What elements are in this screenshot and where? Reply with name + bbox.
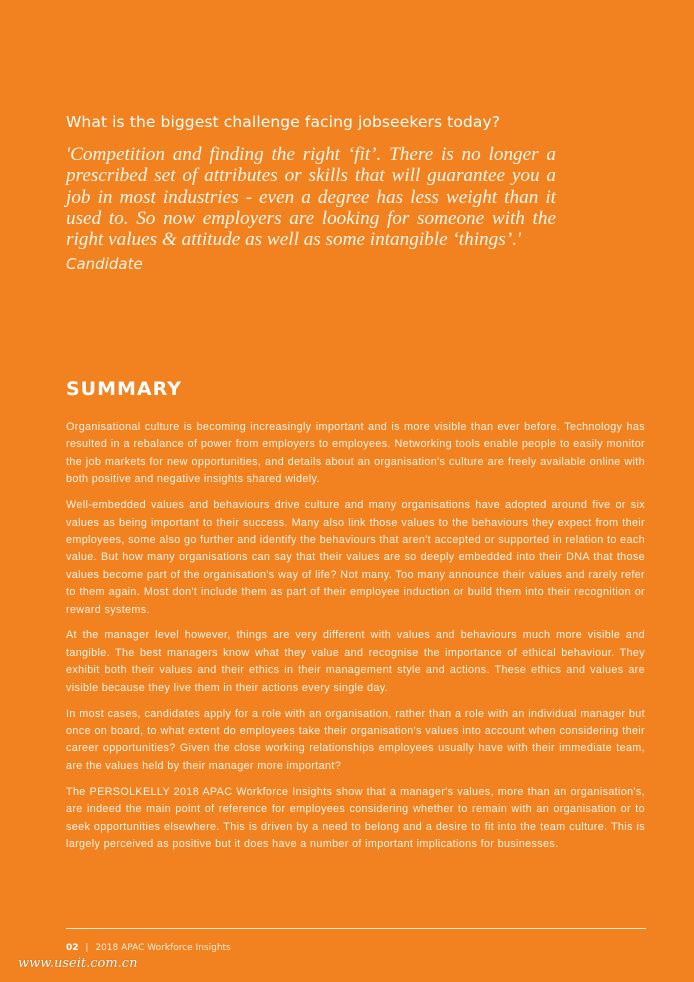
summary-heading: SUMMARY xyxy=(66,378,182,400)
footer-separator: | xyxy=(85,943,89,953)
publication-title: 2018 APAC Workforce Insights xyxy=(95,943,231,953)
summary-body xyxy=(66,419,645,862)
summary-paragraph: Organisational culture is becoming increasingly important and is more visible than ever before. Technology has resulted in a rebalance of power from employers to employees. Networking tools enable people to easily monitor the job markets for new opportunities, and details about an organisation's culture are freely available online with both positive and negative insights shared widely. xyxy=(66,421,645,486)
callout-question: What is the biggest challenge facing jobseekers today? xyxy=(66,113,501,131)
summary-paragraph: In most cases, candidates apply for a role with an organisation, rather than a role with an individual manager but once on board, to what extent do employees take their organisation's values into account when considering their career opportunities? Given the close working relationships employees usually have with their immediate team, are the values held by their manager more important? xyxy=(66,707,645,772)
page-number: 02 xyxy=(66,943,79,953)
watermark: www.useit.com.cn xyxy=(18,956,138,971)
footer-divider xyxy=(66,928,646,929)
page-footer xyxy=(66,943,231,953)
callout-quote: 'Competition and finding the right ‘fit’. There is no longer a prescribed set of attributes or skills that will guarantee you a job in most industries - even a degree has less weight than it used to. So now employers are looking for someone with the right values & attitude as well as some intangible ‘things’.' xyxy=(66,144,556,251)
summary-paragraph: Well-embedded values and behaviours drive culture and many organisations have adopted around five or six values as being important to their success. Many also link those values to the behaviours they expect from their employees, some also go further and identify the behaviours that aren't accepted or supported in relation to each value. But how many organisations can say that their values are so deeply embedded into their DNA that those values become part of the organisation's way of life? Not many. Too many announce their values and rarely refer to them again. Most don't include them as part of their employee induction or build them into their recognition or reward systems. xyxy=(66,499,645,616)
summary-paragraph: The PERSOLKELLY 2018 APAC Workforce Insights show that a manager's values, more than an organisation's, are indeed the main point of reference for employees considering whether to remain with an organisation or to seek opportunities elsewhere. This is driven by a need to belong and a desire to fit into the team culture. This is largely perceived as positive but it does have a number of important implications for businesses. xyxy=(66,785,645,850)
quote-attribution: Candidate xyxy=(66,255,143,273)
summary-paragraph: At the manager level however, things are very different with values and behaviours much more visible and tangible. The best managers know what they value and recognise the importance of ethical behaviour. They exhibit both their values and their ethics in their management style and actions. These ethics and values are visible because they live them in their actions every single day. xyxy=(66,629,645,694)
